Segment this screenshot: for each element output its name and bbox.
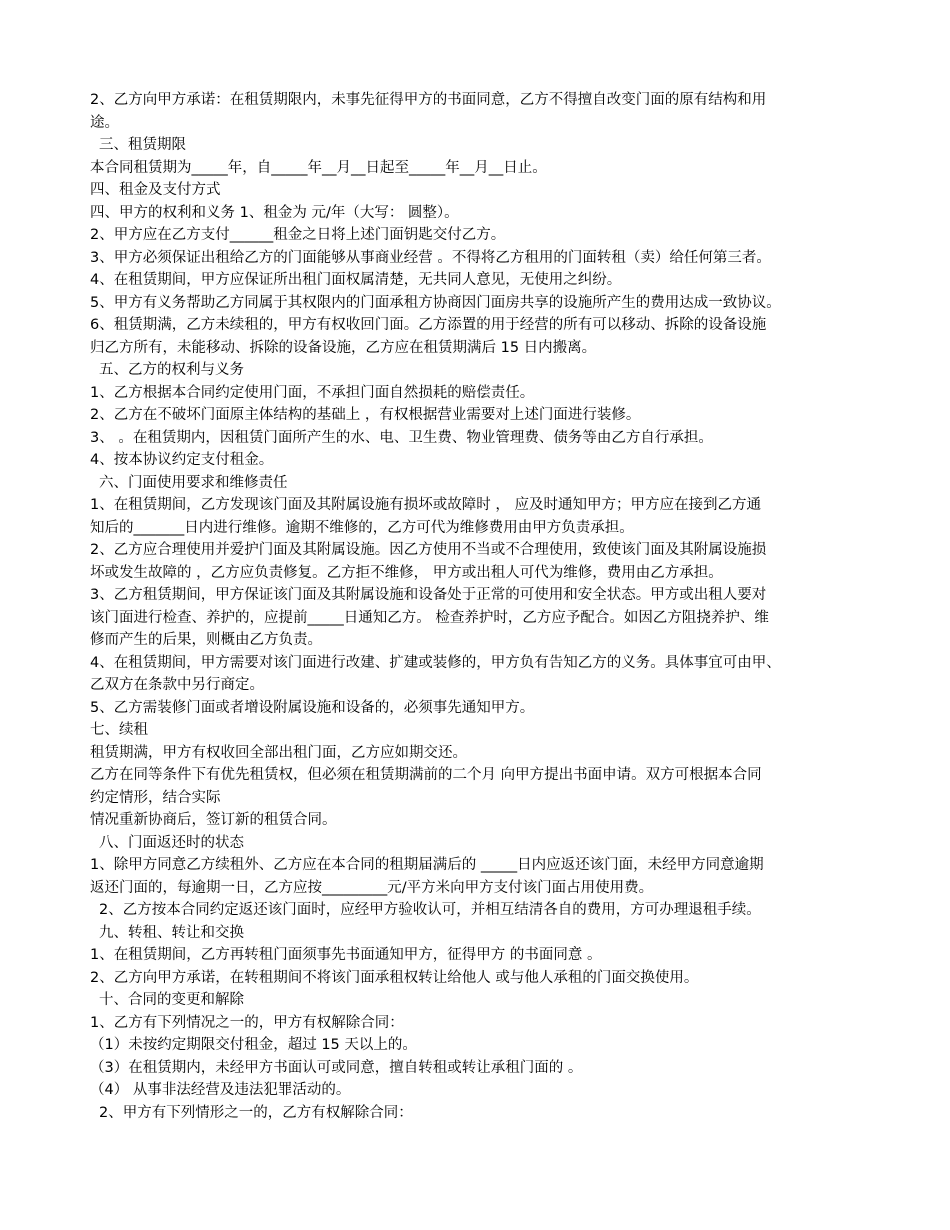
- text-line: 约定情形，结合实际: [90, 789, 221, 806]
- text-line: 乙方在同等条件下有优先租赁权，但必须在租赁期满前的二个月 向甲方提出书面申请。双方可根据本合同: [90, 767, 762, 783]
- text-line: 3、 。在租赁期内，因租赁门面所产生的水、电、卫生费、物业管理费、债务等由乙方自行承担。: [90, 429, 713, 446]
- text-line: 1、乙方有下列情况之一的，甲方有权解除合同：: [90, 1014, 404, 1031]
- text-line: 九、转租、转让和交换: [99, 924, 244, 941]
- text-line: 八、门面返还时的状态: [99, 834, 244, 851]
- text-line: 修而产生的后果，则概由乙方负责。: [90, 632, 322, 648]
- text-line: 2、甲方有下列情形之一的，乙方有权解除合同：: [99, 1104, 413, 1121]
- text-line: 四、甲方的权利和义务 1、租金为 元/年（大写： 圆整）。: [90, 204, 459, 221]
- text-line: （4） 从事非法经营及违法犯罪活动的。: [90, 1082, 351, 1098]
- text-line: 4、在租赁期间，甲方应保证所出租门面权属清楚，无共同人意见，无使用之纠纷。: [90, 272, 622, 288]
- text-line: 3、乙方租赁期间，甲方保证该门面及其附属设施和设备处于正常的可使用和安全状态。甲方或出租人要对: [90, 587, 767, 603]
- text-line: 七、续租: [90, 722, 148, 738]
- text-line: 4、按本协议约定支付租金。: [90, 452, 274, 468]
- text-line: 乙双方在条款中另行商定。: [90, 677, 264, 693]
- text-line: 五、乙方的权利与义务: [99, 362, 244, 378]
- text-line: 1、乙方根据本合同约定使用门面，不承担门面自然损耗的赔偿责任。: [90, 384, 535, 401]
- text-line: 3、甲方必须保证出租给乙方的门面能够从事商业经营 。不得将乙方租用的门面转租（卖）给任何第三者。: [90, 249, 771, 266]
- text-line: 十、合同的变更和解除: [99, 992, 244, 1008]
- text-line: 2、乙方向甲方承诺：在租赁期限内，未事先征得甲方的书面同意，乙方不得擅自改变门面的原有结构和用: [90, 92, 767, 108]
- text-line: 租赁期满，甲方有权收回全部出租门面，乙方应如期交还。: [90, 744, 467, 761]
- text-line: 5、乙方需装修门面或者增设附属设施和设备的，必须事先通知甲方。: [90, 699, 535, 716]
- text-line: 返还门面的，每逾期一日，乙方应按_________元/平方米向甲方支付该门面占用使用费。: [90, 879, 654, 896]
- text-line: 途。: [90, 114, 119, 131]
- text-line: （1）未按约定期限交付租金，超过 15 天以上的。: [90, 1037, 417, 1053]
- text-line: 本合同租赁期为_____年，自_____年__月__日起至_____年__月__日止。: [90, 159, 547, 176]
- text-line: 2、甲方应在乙方支付______租金之日将上述门面钥匙交付乙方。: [90, 227, 506, 243]
- text-line: 2、乙方应合理使用并爱护门面及其附属设施。因乙方使用不当或不合理使用，致使该门面及其附属设施损: [90, 542, 767, 558]
- text-line: 1、在租赁期间，乙方发现该门面及其附属设施有损坏或故障时 ， 应及时通知甲方；甲方应在接到乙方通: [90, 497, 761, 513]
- text-line: 三、租赁期限: [99, 137, 186, 153]
- text-line: 知后的_______日内进行维修。逾期不维修的，乙方可代为维修费用由甲方负责承担。: [90, 519, 634, 536]
- text-line: 情况重新协商后，签订新的租赁合同。: [90, 812, 337, 828]
- text-line: 归乙方所有，未能移动、拆除的设备设施，乙方应在租赁期满后 15 日内搬离。: [90, 339, 597, 356]
- text-line: 6、租赁期满，乙方未续租的，甲方有权收回门面。乙方添置的用于经营的所有可以移动、拆除的设备设施: [90, 317, 767, 333]
- text-line: 5、甲方有义务帮助乙方同属于其权限内的门面承租方协商因门面房共享的设施所产生的费用达成一致协议。: [90, 294, 781, 311]
- text-line: 四、租金及支付方式: [90, 182, 221, 198]
- text-line: 2、乙方按本合同约定返还该门面时，应经甲方验收认可，并相互结清各自的费用，方可办理退租手续。: [99, 902, 761, 918]
- text-line: 该门面进行检查、养护的，应提前_____日通知乙方。 检查养护时，乙方应予配合。如因乙方阻挠养护、维: [90, 609, 769, 626]
- text-line: 4、在租赁期间，甲方需要对该门面进行改建、扩建或装修的，甲方负有告知乙方的义务。具体事宜可由甲、: [90, 654, 781, 671]
- document-body: [90, 89, 860, 1124]
- text-line: 1、除甲方同意乙方续租外、乙方应在本合同的租期届满后的 _____日内应返还该门面，未经甲方同意逾期: [90, 857, 764, 873]
- text-line: （3）在租赁期内，未经甲方书面认可或同意，擅自转租或转让承租门面的 。: [90, 1059, 583, 1076]
- text-line: 2、乙方向甲方承诺，在转租期间不将该门面承租权转让给他人 或与他人承租的门面交换使用。: [90, 969, 699, 986]
- text-line: 坏或发生故障的 ，乙方应负责修复。乙方拒不维修， 甲方或出租人可代为维修，费用由乙方承担。: [90, 564, 723, 581]
- text-line: 2、乙方在不破坏门面原主体结构的基础上 ，有权根据营业需要对上述门面进行装修。: [90, 407, 641, 423]
- text-line: 1、在租赁期间，乙方再转租门面须事先书面通知甲方，征得甲方 的书面同意 。: [90, 947, 602, 963]
- text-line: 六、门面使用要求和维修责任: [99, 474, 288, 491]
